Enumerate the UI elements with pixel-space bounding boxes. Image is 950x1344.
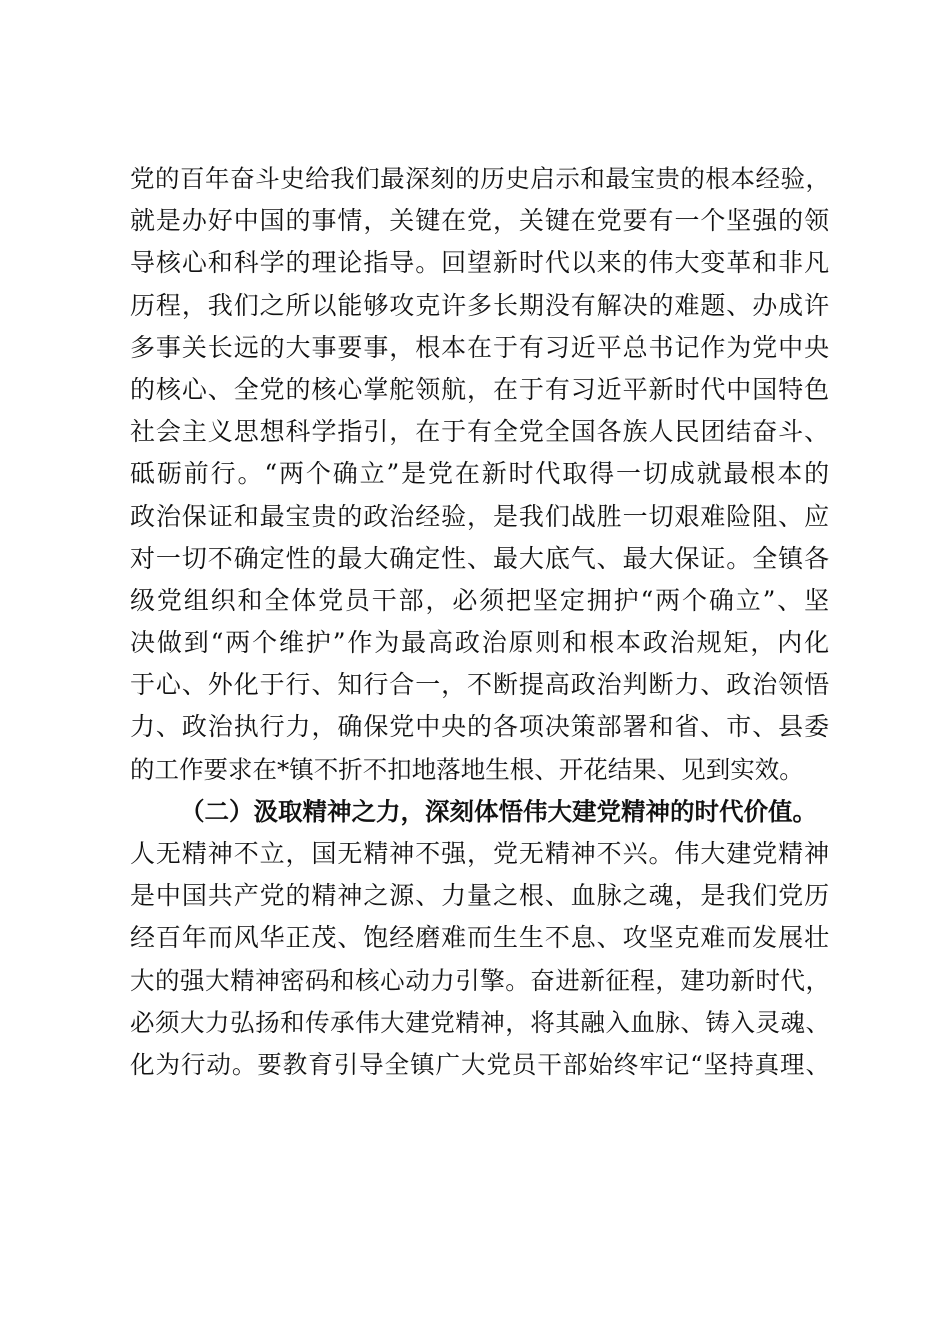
paragraph-line: 党的百年奋斗史给我们最深刻的历史启示和最宝贵的根本经验，: [130, 164, 830, 193]
paragraph-line: 级党组织和全体党员干部，必须把坚定拥护“两个确立”、坚: [130, 585, 830, 615]
paragraph-line: 于心、外化于行、知行合一，不断提高政治判断力、政治领悟: [130, 670, 830, 700]
paragraph-line: 大的强大精神密码和核心动力引擎。奋进新征程，建功新时代，: [130, 965, 830, 995]
paragraph-line: 力、政治执行力，确保党中央的各项决策部署和省、市、县委: [130, 712, 830, 742]
paragraph-line: 的工作要求在*镇不折不扣地落地生根、开花结果、见到实效。: [130, 754, 804, 784]
paragraph-line: 历程，我们之所以能够攻克许多长期没有解决的难题、办成许: [130, 290, 830, 320]
paragraph-line: 导核心和科学的理论指导。回望新时代以来的伟大变革和非凡: [130, 248, 830, 278]
paragraph-line: 必须大力弘扬和传承伟大建党精神，将其融入血脉、铸入灵魂、: [130, 1007, 830, 1037]
document-body: [130, 158, 830, 1086]
section-heading: （二）汲取精神之力，深刻体悟伟大建党精神的时代价值。: [180, 796, 817, 826]
paragraph-line: 经百年而风华正茂、饱经磨难而生生不息、攻坚克难而发展壮: [130, 923, 830, 953]
paragraph-line: 社会主义思想科学指引，在于有全党全国各族人民团结奋斗、: [130, 417, 830, 447]
paragraph-line: 砥砺前行。“两个确立”是党在新时代取得一切成就最根本的: [130, 459, 830, 489]
paragraph-line: 的核心、全党的核心掌舵领航，在于有习近平新时代中国特色: [130, 374, 830, 404]
paragraph-line: 是中国共产党的精神之源、力量之根、血脉之魂，是我们党历: [130, 881, 830, 911]
paragraph-line: 政治保证和最宝贵的政治经验，是我们战胜一切艰难险阻、应: [130, 501, 830, 531]
paragraph-line: 多事关长远的大事要事，根本在于有习近平总书记作为党中央: [130, 332, 830, 362]
paragraph-line: 人无精神不立，国无精神不强，党无精神不兴。伟大建党精神: [130, 839, 830, 868]
paragraph-line: 就是办好中国的事情，关键在党，关键在党要有一个坚强的领: [130, 206, 830, 236]
paragraph-line: 对一切不确定性的最大确定性、最大底气、最大保证。全镇各: [130, 543, 830, 573]
paragraph-line: 化为行动。要教育引导全镇广大党员干部始终牢记“坚持真理、: [130, 1049, 830, 1079]
paragraph-line: 决做到“两个维护”作为最高政治原则和根本政治规矩，内化: [130, 628, 830, 658]
